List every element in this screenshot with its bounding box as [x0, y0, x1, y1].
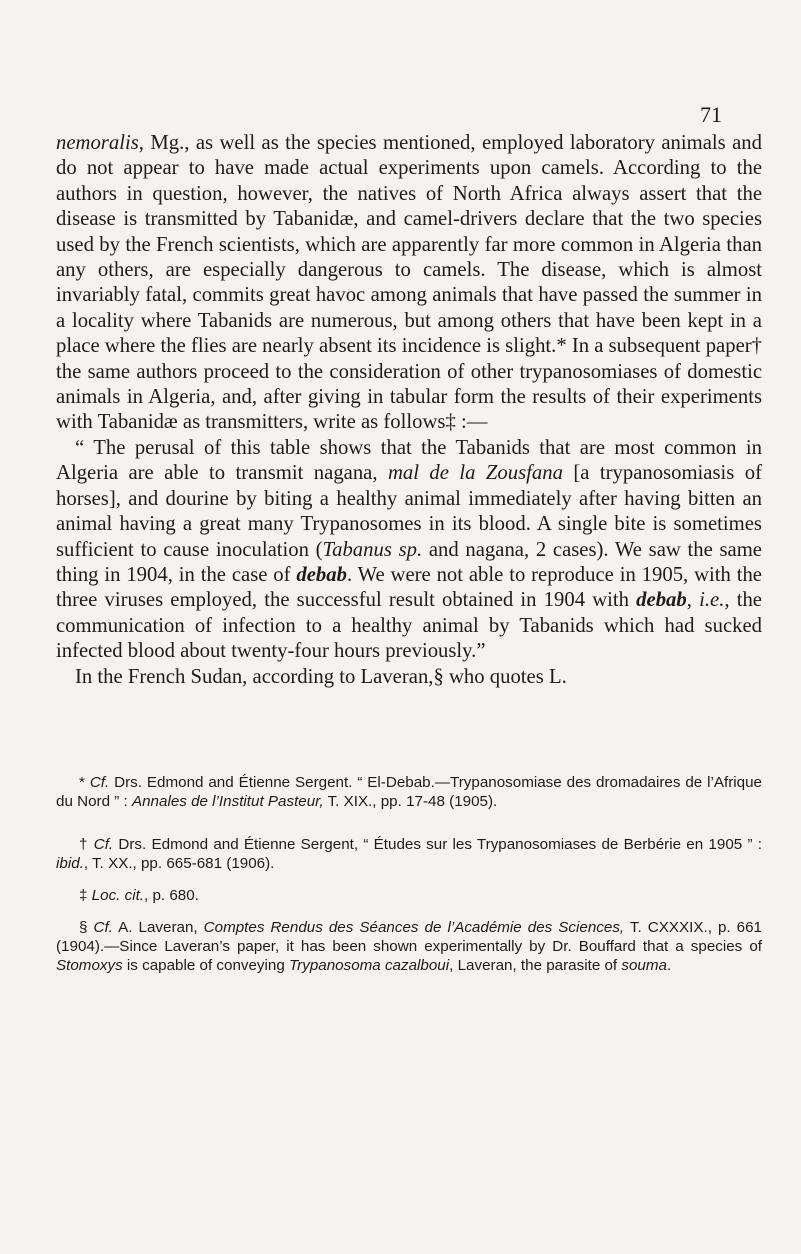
text-segment: .	[666, 957, 672, 974]
text-segment: Drs. Edmond and Étienne Sergent. “ El-Debab.—Trypanosomiase des dromadaires de l’Afrique du Nord ” :	[56, 774, 763, 810]
paragraph	[56, 665, 762, 690]
footnotes	[56, 773, 762, 975]
text-segment: nemoralis	[56, 132, 139, 154]
text-segment: T. XIX., pp. 17-48 (1905).	[323, 793, 498, 810]
text-segment: mal de la Zousfana	[387, 462, 563, 485]
text-segment: †	[79, 836, 94, 853]
text-segment: and nagana, 2 cases). We saw the same thing in 1904, in the case of	[56, 538, 762, 586]
text-segment: ‡	[79, 887, 92, 904]
text-segment: , Laveran, the parasite of	[449, 957, 622, 974]
text-segment: Trypanosoma cazalboui	[289, 957, 450, 974]
text-segment: , the communication of infection to a healthy animal by Tabanids which had sucked infected blood about twenty-four hours previously.”	[56, 589, 762, 663]
text-segment: A. Laveran,	[112, 919, 204, 936]
text-segment: , p. 680.	[144, 887, 199, 904]
text-segment: ibid.	[56, 855, 84, 872]
text-segment: debab	[296, 563, 347, 586]
text-segment: Tabanus sp.	[322, 538, 423, 561]
text-segment: i.e.	[699, 589, 725, 612]
text-segment: “ The perusal of this table shows that the Tabanids that are most common in Algeria are able to transmit nagana,	[56, 436, 762, 485]
footnote	[56, 918, 762, 975]
text-segment: *	[79, 774, 90, 791]
text-segment: ,	[686, 589, 700, 612]
text-segment: T. CXXXIX., p. 661 (1904).—Since Laveran’s paper, it has been shown experimentally by Dr. Bouffard that a species of	[56, 919, 762, 955]
text-segment: . We were not able to reproduce in 1905, with the three viruses employed, the successful result obtained in 1904 with	[56, 563, 762, 612]
body-text	[56, 131, 762, 690]
text-segment: is capable of conveying	[122, 957, 290, 974]
text-segment: Cf.	[93, 919, 113, 936]
text-segment: Stomoxys	[56, 957, 123, 974]
text-segment: Loc. cit.	[91, 887, 145, 904]
text-segment: Annales de l’Institut Pasteur,	[131, 793, 324, 810]
text-segment: souma	[621, 957, 667, 974]
footnote	[56, 835, 762, 873]
page-number: 71	[700, 102, 722, 127]
text-segment: , Mg., as well as the species mentioned, employed laboratory animals and do not appear to have made actual experiments upon camels. According to the authors in question, however, the natives of North Africa always assert that the disease is transmitted by Tabanidæ, and camel-drivers declare that the two species used by the French scientists, which are apparently far more common in Algeria than any others, are especially dangerous to camels. The disease, which is almost invariably fatal, commits great havoc among animals that have passed the summer in a locality where Tabanids are numerous, but among others that have been kept in a place where the flies are nearly absent its incidence is slight.* In a subsequent paper† the same authors proceed to the consideration of other trypanosomiases of domestic animals in Algeria, and, after giving in tabular form the results of their experiments with Tabanidæ as transmitters, write as follows‡ :—	[56, 132, 762, 434]
text-segment: Drs. Edmond and Étienne Sergent, “ Études sur les Trypanosomiases de Berbérie en 1905 ” :	[113, 836, 762, 853]
text-segment: Cf.	[93, 836, 114, 853]
text-segment: In the French Sudan, according to Laveran,§ who quotes L.	[75, 665, 567, 688]
paragraph	[56, 436, 762, 665]
text-segment: Comptes Rendus des Séances de l’Académie des Sciences,	[203, 919, 625, 936]
footnote	[56, 773, 762, 811]
text-segment: §	[79, 919, 94, 936]
text-segment: Cf.	[89, 774, 110, 791]
footnote	[56, 886, 762, 905]
text-segment: debab	[636, 589, 687, 612]
text-segment: [a trypanosomiasis of horses], and dourine by biting a healthy animal immediately after having bitten an animal having a great many Trypanosomes in its blood. A single bite is sometimes sufficient to cause inoculation (	[56, 462, 762, 561]
paragraph	[56, 131, 762, 436]
text-segment: , T. XX., pp. 665-681 (1906).	[83, 855, 275, 872]
